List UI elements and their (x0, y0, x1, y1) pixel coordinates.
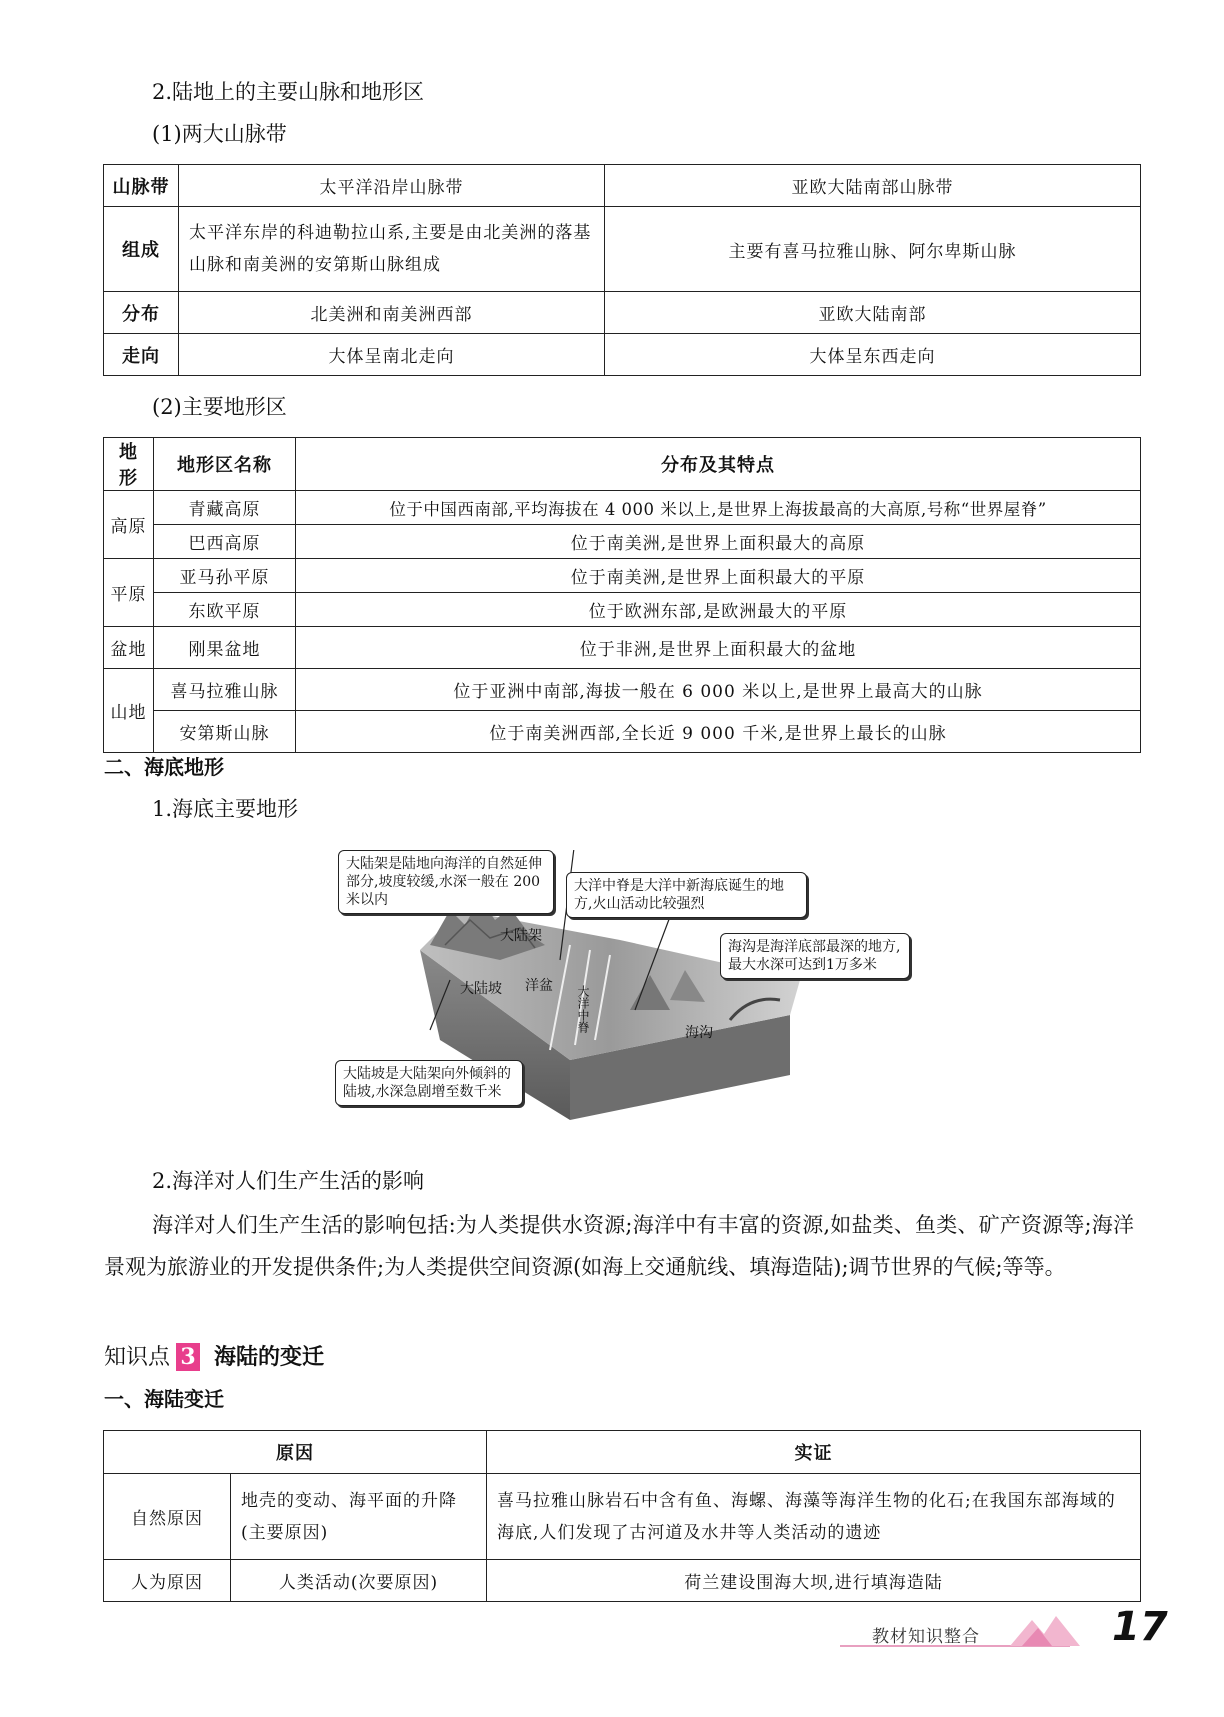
table-row (104, 559, 1141, 593)
evidence-cell: 荷兰建设围海大坝,进行填海造陆 (487, 1560, 1141, 1602)
landform-name: 青藏高原 (154, 491, 296, 525)
landform-name: 东欧平原 (154, 593, 296, 627)
page-number: 17 (1112, 1604, 1168, 1650)
landform-name: 安第斯山脉 (154, 711, 296, 753)
table-row (104, 525, 1141, 559)
footer-label: 教材知识整合 (872, 1627, 980, 1647)
callout-mid-ocean-ridge: 大洋中脊是大洋中新海底诞生的地方,火山活动比较强烈 (566, 872, 807, 918)
table-row (104, 593, 1141, 627)
table-row (104, 1474, 1141, 1560)
table-row (104, 627, 1141, 669)
table-row (104, 1431, 1141, 1474)
callout-continental-shelf: 大陆架是陆地向海洋的自然延伸部分,坡度较缓,水深一般在 200 米以内 (338, 850, 554, 914)
row-label: 分布 (104, 292, 179, 334)
table-row (104, 669, 1141, 711)
header-cell: 实证 (487, 1431, 1141, 1474)
landform-desc: 位于南美洲,是世界上面积最大的平原 (296, 559, 1141, 593)
landform-name: 亚马孙平原 (154, 559, 296, 593)
table-cell: 太平洋东岸的科迪勒拉山系,主要是由北美洲的落基山脉和南美洲的安第斯山脉组成 (179, 207, 605, 292)
header-cell: 地形 (104, 438, 154, 491)
table-row (104, 165, 1141, 207)
header-cell: 地形区名称 (154, 438, 296, 491)
callout-trench: 海沟是海洋底部最深的地方,最大水深可达到1万多米 (720, 933, 910, 979)
header-cell: 亚欧大陆南部山脉带 (605, 165, 1141, 207)
cause-type: 人为原因 (104, 1560, 231, 1602)
header-cell: 原因 (104, 1431, 487, 1474)
table-row (104, 334, 1141, 376)
table-row (104, 491, 1141, 525)
table-cell: 主要有喜马拉雅山脉、阿尔卑斯山脉 (605, 207, 1141, 292)
table-row (104, 711, 1141, 753)
landform-desc: 位于亚洲中南部,海拔一般在 6 000 米以上,是世界上最高大的山脉 (296, 669, 1141, 711)
cause-cell: 人类活动(次要原因) (231, 1560, 487, 1602)
landform-table (103, 437, 1141, 753)
footer-decoration (660, 1612, 1080, 1652)
row-label: 组成 (104, 207, 179, 292)
label-continental-shelf: 大陆架 (500, 928, 542, 944)
table-row (104, 207, 1141, 292)
table-row (104, 292, 1141, 334)
table-cell: 北美洲和南美洲西部 (179, 292, 605, 334)
subheading-landforms: (2)主要地形区 (152, 395, 287, 419)
knowledge-point-header (104, 1343, 324, 1372)
cause-cell: 地壳的变动、海平面的升降(主要原因) (231, 1474, 487, 1560)
landform-name: 喜马拉雅山脉 (154, 669, 296, 711)
subheading-seafloor-landforms: 1.海底主要地形 (152, 797, 299, 821)
table-cell: 大体呈南北走向 (179, 334, 605, 376)
landform-desc: 位于非洲,是世界上面积最大的盆地 (296, 627, 1141, 669)
ocean-impact-paragraph: 海洋对人们生产生活的影响包括:为人类提供水资源;海洋中有丰富的资源,如盐类、鱼类、矿产资源等;海洋景观为旅游业的开发提供条件;为人类提供空间资源(如海上交通航线、填海造陆);调节世界的气候;等等。 (104, 1213, 1134, 1279)
table-row (104, 1560, 1141, 1602)
landform-type: 高原 (104, 491, 154, 559)
cause-type: 自然原因 (104, 1474, 231, 1560)
knowledge-point-title: 海陆的变迁 (214, 1345, 325, 1370)
evidence-cell: 喜马拉雅山脉岩石中含有鱼、海螺、海藻等海洋生物的化石;在我国东部海域的海底,人们发现了古河道及水井等人类活动的遗迹 (487, 1474, 1141, 1560)
landform-type: 平原 (104, 559, 154, 627)
landform-desc: 位于欧洲东部,是欧洲最大的平原 (296, 593, 1141, 627)
section-heading-seafloor: 二、海底地形 (104, 755, 224, 779)
label-trench: 海沟 (685, 1025, 713, 1041)
header-cell: 太平洋沿岸山脉带 (179, 165, 605, 207)
landform-type: 山地 (104, 669, 154, 753)
label-mid-ocean-ridge: 大洋中脊 (576, 985, 590, 1033)
landform-name: 巴西高原 (154, 525, 296, 559)
label-continental-slope: 大陆坡 (460, 981, 502, 997)
table-row (104, 438, 1141, 491)
label-ocean-basin: 洋盆 (525, 978, 553, 994)
section-heading-mountains: 2.陆地上的主要山脉和地形区 (152, 80, 425, 104)
section-heading-sea-land-change: 一、海陆变迁 (104, 1387, 224, 1411)
sea-land-change-table (103, 1430, 1141, 1602)
table-cell: 大体呈东西走向 (605, 334, 1141, 376)
landform-type: 盆地 (104, 627, 154, 669)
landform-desc: 位于中国西南部,平均海拔在 4 000 米以上,是世界上海拔最高的大高原,号称“世界屋脊” (296, 491, 1141, 525)
mountain-belt-table (103, 164, 1141, 376)
knowledge-point-number: 3 (176, 1343, 200, 1371)
table-cell: 亚欧大陆南部 (605, 292, 1141, 334)
landform-name: 刚果盆地 (154, 627, 296, 669)
header-cell: 分布及其特点 (296, 438, 1141, 491)
subheading-mountain-belts: (1)两大山脉带 (152, 122, 287, 146)
landform-desc: 位于南美洲西部,全长近 9 000 千米,是世界上最长的山脉 (296, 711, 1141, 753)
subheading-ocean-impact: 2.海洋对人们生产生活的影响 (152, 1169, 425, 1193)
landform-desc: 位于南美洲,是世界上面积最大的高原 (296, 525, 1141, 559)
header-cell: 山脉带 (104, 165, 179, 207)
knowledge-point-prefix: 知识点 (104, 1345, 171, 1370)
callout-continental-slope: 大陆坡是大陆架向外倾斜的陆坡,水深急剧增至数千米 (335, 1060, 523, 1106)
row-label: 走向 (104, 334, 179, 376)
